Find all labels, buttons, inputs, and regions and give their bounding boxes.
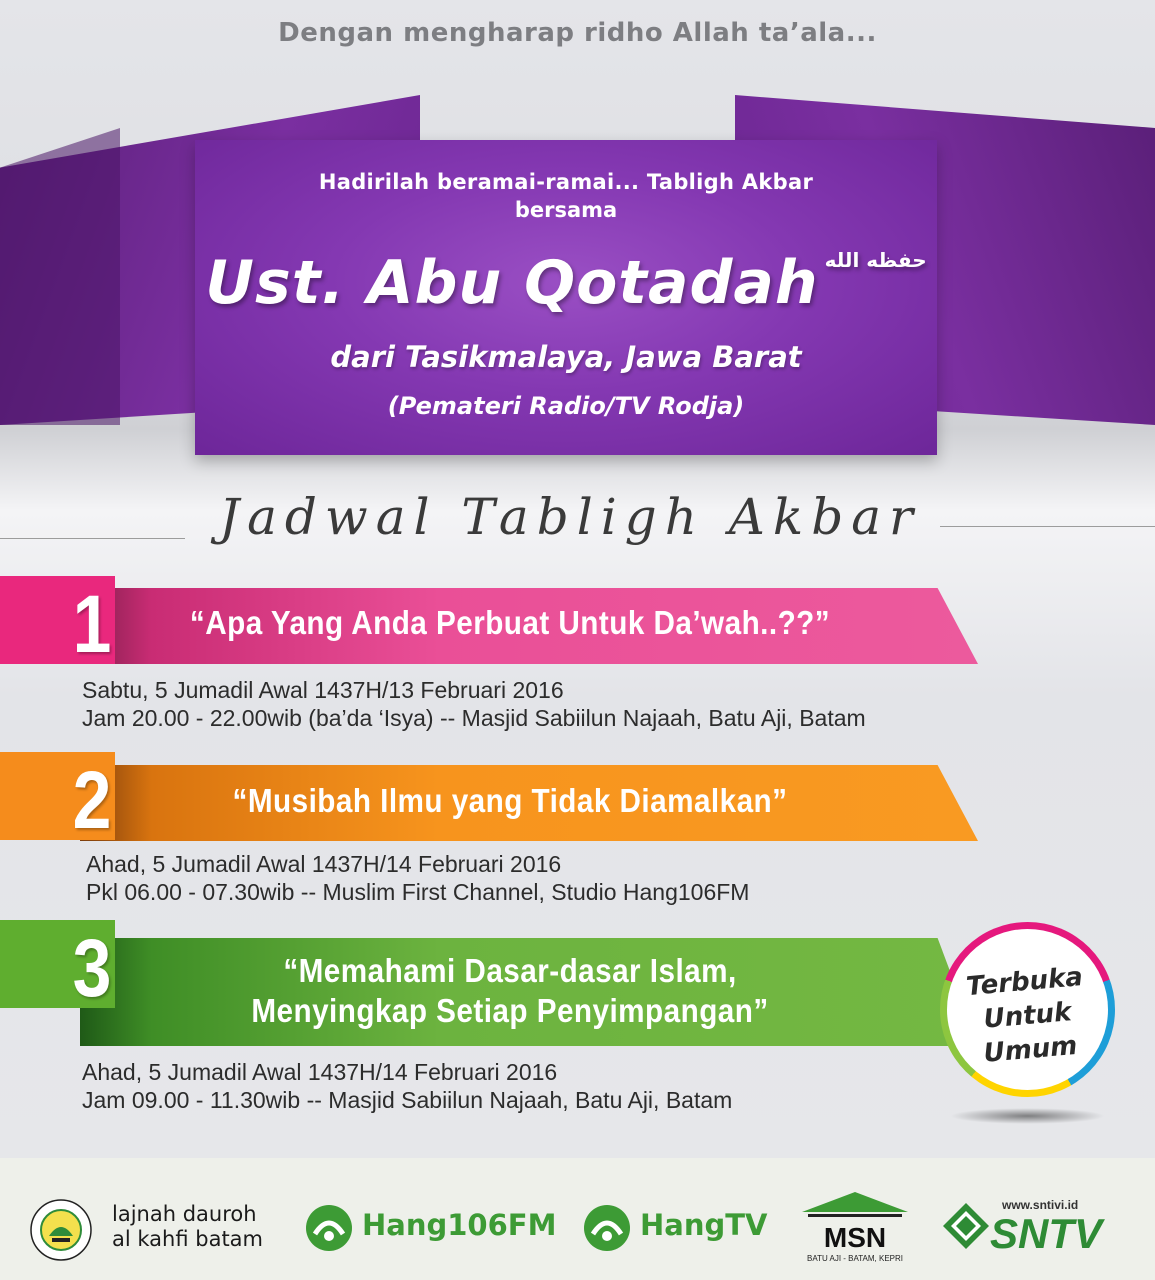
al-kahfi-seal-icon — [22, 1198, 100, 1262]
intro-line-2: bersama — [514, 198, 618, 222]
badge-inner — [947, 929, 1108, 1090]
hangtv-label: HangTV — [640, 1208, 768, 1242]
msn-sub-label: BATU AJI - BATAM, KEPRI — [806, 1254, 903, 1263]
item-3-details — [82, 1058, 732, 1114]
item-3-number: 3 — [72, 923, 112, 1014]
hang106fm-label: Hang106FM — [362, 1208, 557, 1242]
open-to-public-badge — [940, 922, 1115, 1097]
item-3-title-line-1: “Memahami Dasar-dasar Islam, — [283, 952, 737, 989]
lajnah-line-2: al kahfi batam — [112, 1227, 264, 1251]
item-2-number: 2 — [72, 755, 112, 846]
speaker-origin: dari Tasikmalaya, Jawa Barat — [330, 340, 802, 374]
schedule-title: Jadwal Tabligh Akbar — [219, 488, 921, 546]
item-2-details — [86, 850, 749, 906]
msn-logo — [800, 1190, 910, 1270]
sntv-url: www.sntivi.id — [1002, 1198, 1079, 1212]
speaker-name-row — [195, 248, 937, 318]
item-1-details — [82, 676, 866, 732]
item-3-time-place: Jam 09.00 - 11.30wib -- Masjid Sabiilun Najaah, Batu Aji, Batam — [82, 1087, 733, 1113]
hang106fm-logo-icon — [305, 1204, 353, 1252]
speaker-honorific: حفظه الله — [824, 248, 927, 272]
badge-line-1: Terbuka — [965, 962, 1085, 1003]
item-2-time-place: Pkl 06.00 - 07.30wib -- Muslim First Channel, Studio Hang106FM — [86, 879, 750, 905]
sntv-label: SNTV — [990, 1210, 1103, 1257]
intro-line-1: Hadirilah beramai-ramai... Tabligh Akbar — [318, 170, 814, 194]
item-3-date: Ahad, 5 Jumadil Awal 1437H/14 Februari 2016 — [82, 1059, 558, 1085]
item-2-title: “Musibah Ilmu yang Tidak Diamalkan” — [232, 782, 788, 819]
sntv-emblem-icon — [942, 1202, 990, 1250]
badge-line-3: Umum — [982, 1030, 1079, 1069]
speaker-panel — [195, 140, 937, 455]
speaker-role: (Pemateri Radio/TV Rodja) — [387, 392, 745, 420]
item-2-date: Ahad, 5 Jumadil Awal 1437H/14 Februari 2016 — [86, 851, 562, 877]
top-tagline: Dengan mengharap ridho Allah ta’ala... — [278, 18, 877, 48]
sponsor-footer — [0, 1158, 1155, 1280]
item-1-number: 1 — [72, 579, 112, 670]
item-1-time-place: Jam 20.00 - 22.00wib (ba’da ‘Isya) -- Masjid Sabiilun Najaah, Batu Aji, Batam — [82, 705, 866, 731]
hangtv-logo-icon — [583, 1204, 631, 1252]
item-3-title-line-2: Menyingkap Setiap Penyimpangan” — [251, 992, 769, 1029]
item-1-date: Sabtu, 5 Jumadil Awal 1437H/13 Februari 2016 — [82, 677, 564, 703]
divider-right — [940, 526, 1155, 527]
badge-shadow — [950, 1108, 1105, 1124]
lajnah-line-1: lajnah dauroh — [112, 1202, 257, 1226]
speaker-name: Ust. Abu Qotadah — [205, 248, 819, 318]
mosque-roof-icon — [800, 1190, 910, 1222]
schedule-heading — [0, 480, 1155, 560]
divider-left — [0, 538, 185, 539]
msn-label: MSN — [823, 1222, 887, 1253]
lajnah-text — [112, 1202, 263, 1252]
badge-line-2: Untuk — [982, 997, 1073, 1035]
item-1-title: “Apa Yang Anda Perbuat Untuk Da’wah..??” — [189, 604, 831, 641]
badge-text — [943, 958, 1112, 1074]
